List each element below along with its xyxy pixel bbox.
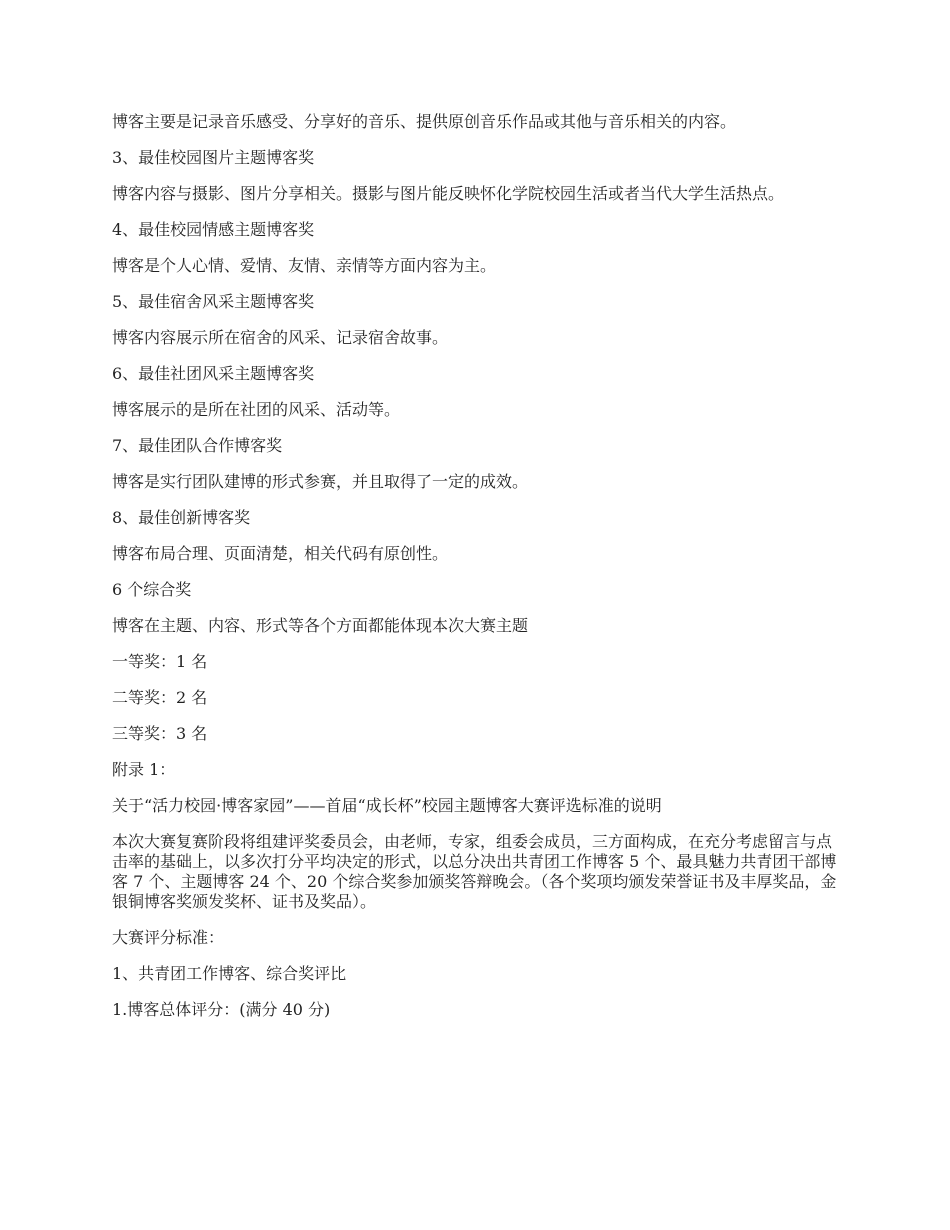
paragraph-campus-emotion-desc: 博客是个人心情、爱情、友情、亲情等方面内容为主。 — [112, 256, 497, 275]
appendix-title: 关于“活力校园·博客家园”——首届“成长杯”校园主题博客大赛评选标准的说明 — [112, 796, 662, 815]
heading-teamwork-award: 7、最佳团队合作博客奖 — [112, 436, 283, 455]
paragraph-club-style-desc: 博客展示的是所在社团的风采、活动等。 — [112, 400, 401, 419]
heading-overall-score: 1.博客总体评分：(满分 40 分) — [112, 1000, 331, 1019]
heading-league-work-scoring: 1、共青团工作博客、综合奖评比 — [112, 964, 347, 983]
document-body — [112, 112, 842, 1036]
heading-scoring-standard: 大赛评分标准： — [112, 928, 225, 947]
third-prize: 三等奖：3 名 — [112, 724, 208, 743]
paragraph-dorm-style-desc: 博客内容展示所在宿舍的风采、记录宿舍故事。 — [112, 328, 449, 347]
paragraph-innovation-desc: 博客布局合理、页面清楚，相关代码有原创性。 — [112, 544, 449, 563]
paragraph-judging-process: 本次大赛复赛阶段将组建评奖委员会，由老师，专家，组委会成员，三方面构成，在充分考虑留言与点击率的基础上，以多次打分平均决定的形式，以总分决出共青团工作博客 5 个、最具魅力共青团干部博客 7 个、主题博客 24 个、20 个综合奖参加颁奖答辩晚会。（各个奖项均颁发荣誉证书及丰厚奖品，金银铜博客奖颁发奖杯、证书及奖品）。 — [112, 832, 837, 911]
paragraph-campus-photo-desc: 博客内容与摄影、图片分享相关。摄影与图片能反映怀化学院校园生活或者当代大学生活热点。 — [112, 184, 785, 203]
heading-campus-emotion-award: 4、最佳校园情感主题博客奖 — [112, 220, 315, 239]
paragraph-teamwork-desc: 博客是实行团队建博的形式参赛，并且取得了一定的成效。 — [112, 472, 529, 491]
heading-comprehensive-awards: 6 个综合奖 — [112, 580, 192, 599]
paragraph-music-blog-desc: 博客主要是记录音乐感受、分享好的音乐、提供原创音乐作品或其他与音乐相关的内容。 — [112, 112, 737, 131]
paragraph-comprehensive-desc: 博客在主题、内容、形式等各个方面都能体现本次大赛主题 — [112, 616, 529, 635]
heading-club-style-award: 6、最佳社团风采主题博客奖 — [112, 364, 315, 383]
heading-innovation-award: 8、最佳创新博客奖 — [112, 508, 251, 527]
heading-campus-photo-award: 3、最佳校园图片主题博客奖 — [112, 148, 315, 167]
heading-dorm-style-award: 5、最佳宿舍风采主题博客奖 — [112, 292, 315, 311]
appendix-heading: 附录 1： — [112, 760, 176, 779]
first-prize: 一等奖：1 名 — [112, 652, 208, 671]
second-prize: 二等奖：2 名 — [112, 688, 208, 707]
